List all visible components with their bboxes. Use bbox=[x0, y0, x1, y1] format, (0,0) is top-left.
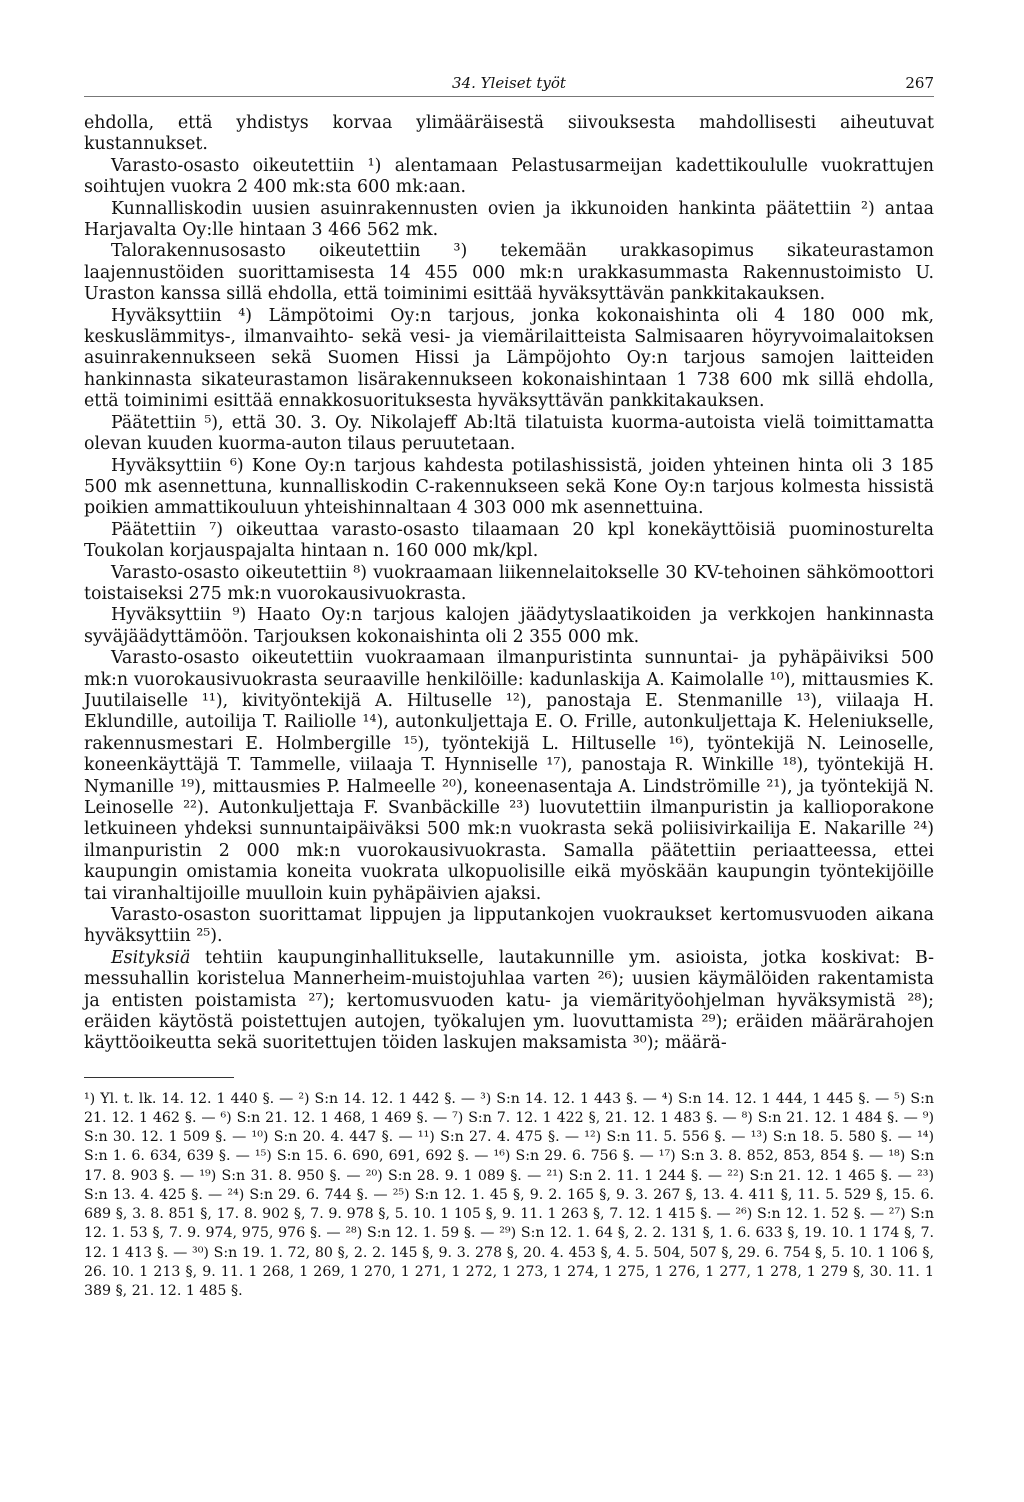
page-number: 267 bbox=[905, 74, 934, 92]
footnotes bbox=[84, 1090, 934, 1301]
footnote-divider bbox=[84, 1077, 234, 1078]
paragraph-9: Varasto-osasto oikeutettiin ⁸) vuokraamaan liikennelaitokselle 30 KV-tehoinen sähkömoottori toistaiseksi 275 mk:n vuorokausivuokrasta. bbox=[84, 562, 934, 604]
paragraph-1: ehdolla, että yhdistys korvaa ylimääräisestä siivouksesta mahdollisesti aiheutuvat kustannukset. bbox=[84, 113, 934, 155]
chapter-title: 34. Yleiset työt bbox=[452, 74, 566, 92]
paragraph-4: Talorakennusosasto oikeutettiin ³) tekemään urakkasopimus sikateurastamon laajennustöiden suorittamisesta 14 455 000 mk:n urakkasummasta Rakennustoimisto U. Uraston kanssa sillä ehdolla, että toiminimi esittää hyväksyttävän pankkitakauksen. bbox=[84, 241, 934, 305]
paragraph-10: Hyväksyttiin ⁹) Haato Oy:n tarjous kalojen jäädytyslaatikoiden ja verkkojen hankinnasta syväjäädyttämöön. Tarjouksen kokonaishinta oli 2 355 000 mk. bbox=[84, 605, 934, 647]
emphasis-word: Esityksiä bbox=[110, 947, 191, 968]
footnote-text: ¹) Yl. t. lk. 14. 12. 1 440 §. — ²) S:n 14. 12. 1 442 §. — ³) S:n 14. 12. 1 443 §. — ⁴) S:n 14. 12. 1 444, 1 445 §. — ⁵) S:n 21. 12. 1 462 §. — ⁶) S:n 21. 12. 1 468, 1 469 §. — ⁷) S:n 7. 12. 1 422 §, 21. 12. 1 483 §. — ⁸) S:n 21. 12. 1 484 §. — ⁹) S:n 30. 12. 1 509 §. — ¹⁰) S:n 20. 4. 447 §. — ¹¹) S:n 27. 4. 475 §. — ¹²) S:n 11. 5. 556 §. — ¹³) S:n 18. 5. 580 §. — ¹⁴) S:n 1. 6. 634, 639 §. — ¹⁵) S:n 15. 6. 690, 691, 692 §. — ¹⁶) S:n 29. 6. 756 §. — ¹⁷) S:n 3. 8. 852, 853, 854 §. — ¹⁸) S:n 17. 8. 903 §. — ¹⁹) S:n 31. 8. 950 §. — ²⁰) S:n 28. 9. 1 089 §. — ²¹) S:n 2. 11. 1 244 §. — ²²) S:n 21. 12. 1 465 §. — ²³) S:n 13. 4. 425 §. — ²⁴) S:n 29. 6. 744 §. — ²⁵) S:n 12. 1. 45 §, 9. 2. 165 §, 9. 3. 267 §, 13. 4. 411 §, 11. 5. 529 §, 15. 6. 689 §, 3. 8. 851 §, 17. 8. 902 §, 7. 9. 978 §, 5. 10. 1 105 §, 9. 11. 1 263 §, 7. 12. 1 415 §. — ²⁶) S:n 12. 1. 52 §. — ²⁷) S:n 12. 1. 53 §, 7. 9. 974, 975, 976 §. — ²⁸) S:n 12. 1. 59 §. — ²⁹) S:n 12. 1. 64 §, 2. 2. 131 §, 1. 6. 633 §, 19. 10. 1 174 §, 7. 12. 1 413 §. — ³⁰) S:n 19. 1. 72, 80 §, 2. 2. 145 §, 9. 3. 278 §, 20. 4. 453 §, 4. 5. 504, 507 §, 29. 6. 754 §, 5. 10. 1 106 §, 26. 10. 1 213 §, 9. 11. 1 268, 1 269, 1 270, 1 271, 1 272, 1 273, 1 274, 1 275, 1 276, 1 277, 1 278, 1 279 §, 30. 11. 1 389 §, 21. 12. 1 485 §. bbox=[84, 1090, 934, 1299]
paragraph-2: Varasto-osasto oikeutettiin ¹) alentamaan Pelastusarmeijan kadettikoululle vuokrattujen soihtujen vuokra 2 400 mk:sta 600 mk:aan. bbox=[84, 155, 934, 198]
body-text bbox=[84, 113, 934, 1055]
paragraph-6: Päätettiin ⁵), että 30. 3. Oy. Nikolajeff Ab:ltä tilatuista kuorma-autoista vielä toimittamatta olevan kuuden kuorma-auton tilaus peruutetaan. bbox=[84, 412, 934, 455]
paragraph-13 bbox=[84, 948, 934, 1055]
paragraph-8: Päätettiin ⁷) oikeuttaa varasto-osasto tilaamaan 20 kpl konekäyttöisiä puominosturelta Toukolan korjauspajalta hintaan n. 160 000 mk/kpl. bbox=[84, 519, 934, 562]
paragraph-13-text: tehtiin kaupunginhallitukselle, lautakunnille ym. asioista, jotka koskivat: B-messuhallin koristelua Mannerheim-muistojuhlaa varten ²⁶); uusien käymälöiden rakentamista ja entisten poistamista ²⁷); kertomusvuoden katu- ja viemärityöohjelman hyväksymistä ²⁸); eräiden käytöstä poistettujen autojen, työkalujen ym. luovuttamista ²⁹); eräiden määrärahojen käyttöoikeutta sekä suoritettujen töiden laskujen maksamista ³⁰); määrä- bbox=[84, 947, 934, 1054]
paragraph-12: Varasto-osaston suorittamat lippujen ja lipputankojen vuokraukset kertomusvuoden aikana hyväksyttiin ²⁵). bbox=[84, 905, 934, 947]
paragraph-7: Hyväksyttiin ⁶) Kone Oy:n tarjous kahdesta potilashissistä, joiden yhteinen hinta oli 3 185 500 mk asennettuna, kunnalliskodin C-rakennukseen sekä Kone Oy:n tarjous kolmesta hissistä poikien ammattikouluun yhteishinnaltaan 4 303 000 mk asennettuina. bbox=[84, 455, 934, 519]
paragraph-3: Kunnalliskodin uusien asuinrakennusten ovien ja ikkunoiden hankinta päätettiin ²) antaa Harjavalta Oy:lle hintaan 3 466 562 mk. bbox=[84, 198, 934, 241]
paragraph-11: Varasto-osasto oikeutettiin vuokraamaan ilmanpuristinta sunnuntai- ja pyhäpäiviksi 500 mk:n vuorokausivuokrasta seuraaville henkilöille: kadunlaskija A. Kaimolalle ¹⁰), mittausmies K. Juutilaiselle ¹¹), kivityöntekijä A. Hiltuselle ¹²), panostaja E. Stenmanille ¹³), viilaaja H. Eklundille, autoilija T. Railiolle ¹⁴), autonkuljettaja E. O. Frille, autonkuljettaja K. Heleniukselle, rakennusmestari E. Holmbergille ¹⁵), työntekijä L. Hiltuselle ¹⁶), työntekijä N. Leinoselle, koneenkäyttäjä T. Tammelle, viilaaja T. Hynniselle ¹⁷), panostaja R. Winkille ¹⁸), työntekijä H. Nymanille ¹⁹), mittausmies P. Halmeelle ²⁰), koneenasentaja A. Lindströmille ²¹), ja työntekijä N. Leinoselle ²²). Autonkuljettaja F. Svanbäckille ²³) luovutettiin ilmanpuristin ja kallioporakone letkuineen yhdeksi sunnuntaipäiväksi 500 mk:n vuokrasta sekä poliisivirkailija E. Nakarille ²⁴) ilmanpuristin 2 000 mk:n vuorokausivuokrasta. Samalla päätettiin periaatteessa, ettei kaupungin omistamia koneita vuokrata ulkopuolisille eikä myöskään kaupungin työntekijöille tai viranhaltijoille muulloin kuin pyhäpäivien ajaksi. bbox=[84, 648, 934, 904]
running-header bbox=[84, 70, 934, 97]
paragraph-5: Hyväksyttiin ⁴) Lämpötoimi Oy:n tarjous, jonka kokonaishinta oli 4 180 000 mk, keskuslämmitys-, ilmanvaihto- sekä vesi- ja viemärilaitteista Salmisaaren höyryvoimalaitoksen asuinrakennukseen sekä Suomen Hissi ja Lämpöjohto Oy:n tarjous samojen laitteiden hankinnasta sikateurastamon lisärakennukseen kokonaishintaan 1 738 600 mk sillä ehdolla, että toiminimi esittää ennakkosuorituksesta hyväksyttävän pankkitakauksen. bbox=[84, 305, 934, 412]
